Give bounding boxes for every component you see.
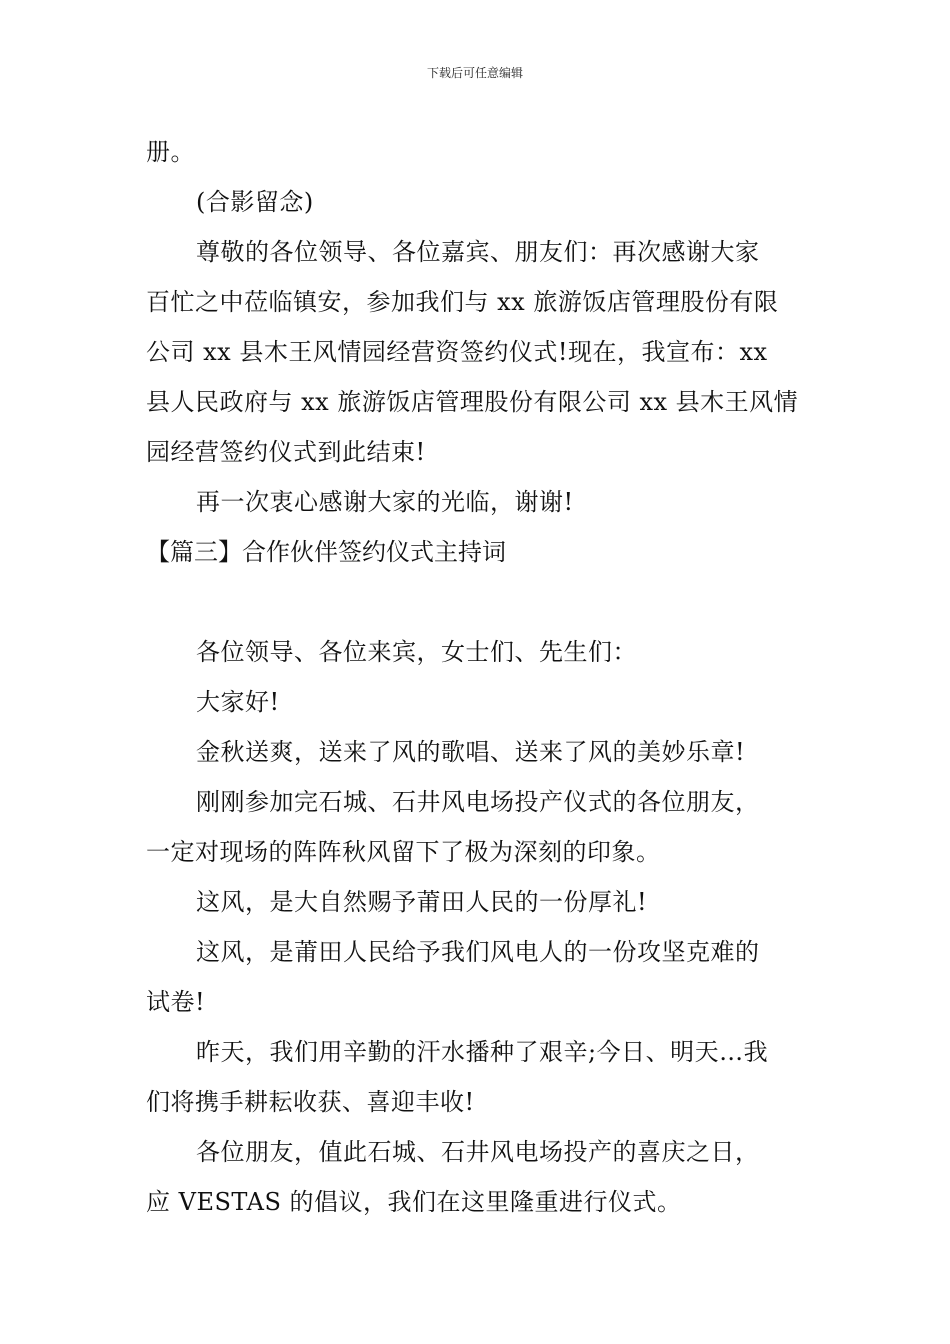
- text-line: 金秋送爽，送来了风的歌唱、送来了风的美妙乐章!: [196, 738, 746, 766]
- text-line: 册。: [146, 138, 195, 166]
- text-line: 县人民政府与 xx 旅游饭店管理股份有限公司 xx 县木王风情: [146, 388, 799, 416]
- text-line: 这风，是莆田人民给予我们风电人的一份攻坚克难的: [196, 938, 760, 966]
- page-header: 下载后可任意编辑: [426, 66, 523, 80]
- text-line: 试卷!: [146, 988, 206, 1016]
- text-line: 尊敬的各位领导、各位嘉宾、朋友们：再次感谢大家: [196, 238, 760, 266]
- text-line: 各位朋友，值此石城、石井风电场投产的喜庆之日，: [196, 1138, 760, 1166]
- text-line: 昨天，我们用辛勤的汗水播种了艰辛;今日、明天…我: [196, 1038, 769, 1066]
- text-line: 各位领导、各位来宾，女士们、先生们：: [196, 638, 637, 666]
- text-line: 百忙之中莅临镇安，参加我们与 xx 旅游饭店管理股份有限: [146, 288, 779, 316]
- text-line: (合影留念): [196, 188, 314, 216]
- section-heading: 【篇三】合作伙伴签约仪式主持词: [146, 538, 506, 566]
- text-line: 刚刚参加完石城、石井风电场投产仪式的各位朋友，: [196, 788, 760, 816]
- text-line: 再一次衷心感谢大家的光临，谢谢!: [196, 488, 574, 516]
- blank-line: [146, 577, 812, 627]
- text-line: 们将携手耕耘收获、喜迎丰收!: [146, 1088, 475, 1116]
- text-line: 这风，是大自然赐予莆田人民的一份厚礼!: [196, 888, 648, 916]
- text-line: 园经营签约仪式到此结束!: [146, 438, 426, 466]
- text-line: 公司 xx 县木王风情园经营资签约仪式!现在，我宣布：xx: [146, 338, 768, 366]
- text-line: 一定对现场的阵阵秋风留下了极为深刻的印象。: [146, 838, 661, 866]
- text-line: 应 VESTAS 的倡议，我们在这里隆重进行仪式。: [146, 1188, 682, 1216]
- text-line: 大家好!: [196, 688, 280, 716]
- document-body: [146, 127, 812, 1227]
